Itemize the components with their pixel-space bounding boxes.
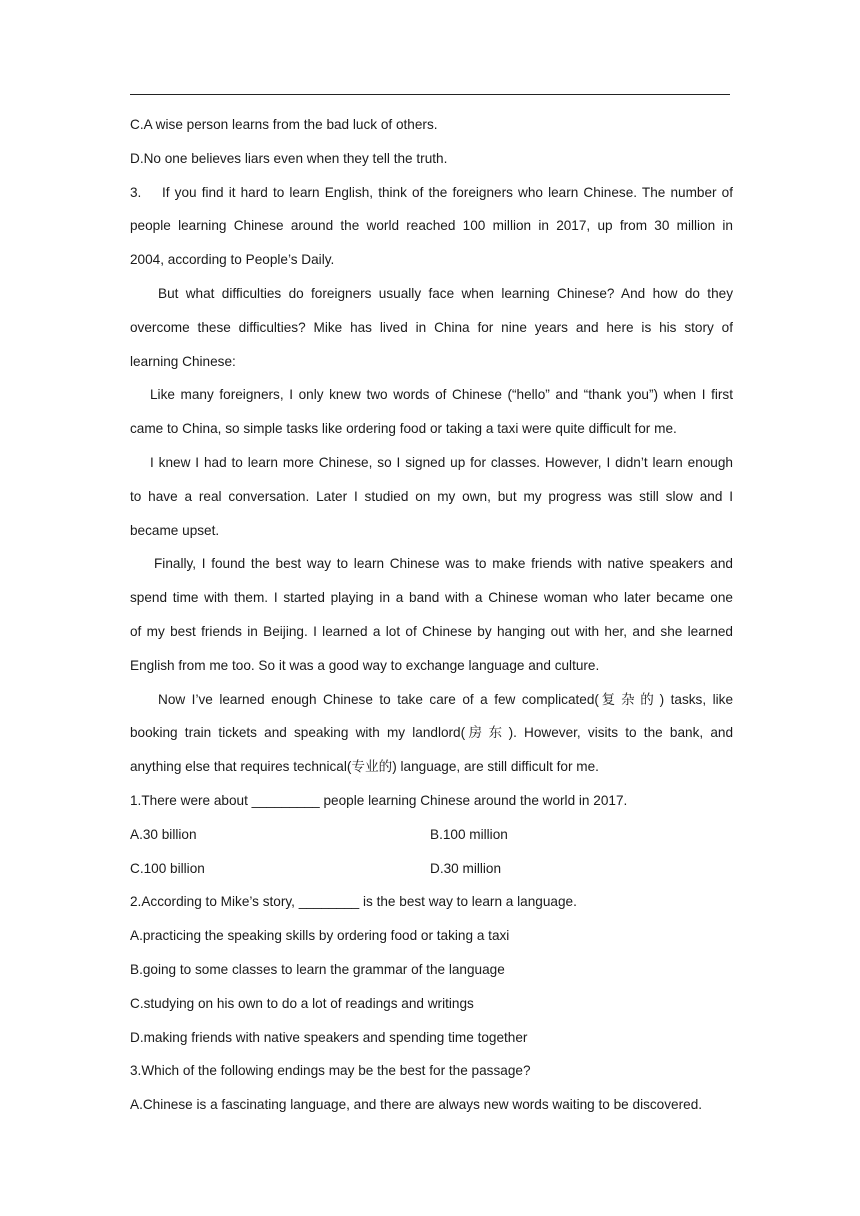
option-a: A.Chinese is a fascinating language, and there are always new words waiting to be discovered.	[130, 1097, 703, 1113]
option-row	[130, 852, 733, 886]
passage-line: overcome these difficulties? Mike has lived in China for nine years and here is his story of	[130, 319, 733, 335]
question-3	[130, 1054, 733, 1122]
passage-line: became upset.	[130, 522, 220, 538]
question-2	[130, 885, 733, 1054]
passage-line: booking train tickets and speaking with my landlord(房东). However, visits to the bank, and	[130, 725, 733, 742]
option-row	[130, 818, 733, 852]
q2-option-c: C.A wise person learns from the bad luck of others.	[130, 117, 438, 132]
passage-3-paragraph-6	[130, 683, 733, 784]
passage-line: learning Chinese:	[130, 353, 236, 369]
page-body	[130, 108, 733, 1122]
chinese-gloss: 复杂的	[598, 691, 660, 708]
q2-option-d: D.No one believes liars even when they tell the truth.	[130, 150, 448, 166]
option-a: A.30 billion	[130, 826, 197, 842]
passage-line: people learning Chinese around the world reached 100 million in 2017, up from 30 million in	[130, 218, 733, 234]
passage-number: 3.	[130, 184, 142, 200]
passage-line: spend time with them. I started playing in a band with a Chinese woman who later became one	[130, 590, 733, 606]
question-1	[130, 784, 733, 885]
question-stem: 2.According to Mike’s story, ________ is the best way to learn a language.	[130, 894, 577, 910]
option-b: B.100 million	[430, 826, 508, 842]
passage-line: of my best friends in Beijing. I learned a lot of Chinese by hanging out with her, and she learned	[130, 623, 733, 639]
chinese-gloss: 房东	[465, 725, 509, 742]
passage-3-paragraph-3	[130, 378, 733, 446]
option-c: C.100 billion	[130, 860, 205, 876]
passage-line: English from me too. So it was a good way to exchange language and culture.	[130, 657, 600, 673]
passage-line: But what difficulties do foreigners usually face when learning Chinese? And how do they	[158, 285, 733, 301]
option-c: C.studying on his own to do a lot of readings and writings	[130, 995, 474, 1011]
passage-line: 2004, according to People’s Daily.	[130, 252, 335, 268]
passage-3-paragraph-5	[130, 547, 733, 682]
question-stem: 3.Which of the following endings may be the best for the passage?	[130, 1063, 531, 1079]
option-d: D.making friends with native speakers and spending time together	[130, 1029, 528, 1045]
option-b: B.going to some classes to learn the grammar of the language	[130, 961, 505, 977]
option-a: A.practicing the speaking skills by ordering food or taking a taxi	[130, 928, 510, 944]
header-rule	[130, 94, 730, 95]
passage-line: Finally, I found the best way to learn Chinese was to make friends with native speakers and	[154, 556, 733, 572]
chinese-gloss: 专业的	[351, 759, 393, 776]
passage-line: Now I’ve learned enough Chinese to take care of a few complicated(复杂的) tasks, like	[158, 691, 733, 708]
passage-line: I knew I had to learn more Chinese, so I signed up for classes. However, I didn’t learn enough	[150, 454, 733, 470]
passage-line: 3. If you find it hard to learn English, think of the foreigners who learn Chinese. The number of	[130, 176, 733, 210]
passage-line: anything else that requires technical(专业的) language, are still difficult for me.	[130, 759, 599, 776]
passage-line: Like many foreigners, I only knew two words of Chinese (“hello” and “thank you”) when I first	[150, 387, 733, 403]
passage-3-paragraph-1	[130, 176, 733, 277]
passage-line: came to China, so simple tasks like ordering food or taking a taxi were quite difficult for me.	[130, 421, 677, 437]
question-stem: 1.There were about _________ people learning Chinese around the world in 2017.	[130, 792, 628, 808]
option-d: D.30 million	[430, 860, 502, 876]
passage-3-paragraph-2	[130, 277, 733, 378]
passage-3-paragraph-4	[130, 446, 733, 547]
passage-line: to have a real conversation. Later I studied on my own, but my progress was still slow and I	[130, 488, 733, 504]
